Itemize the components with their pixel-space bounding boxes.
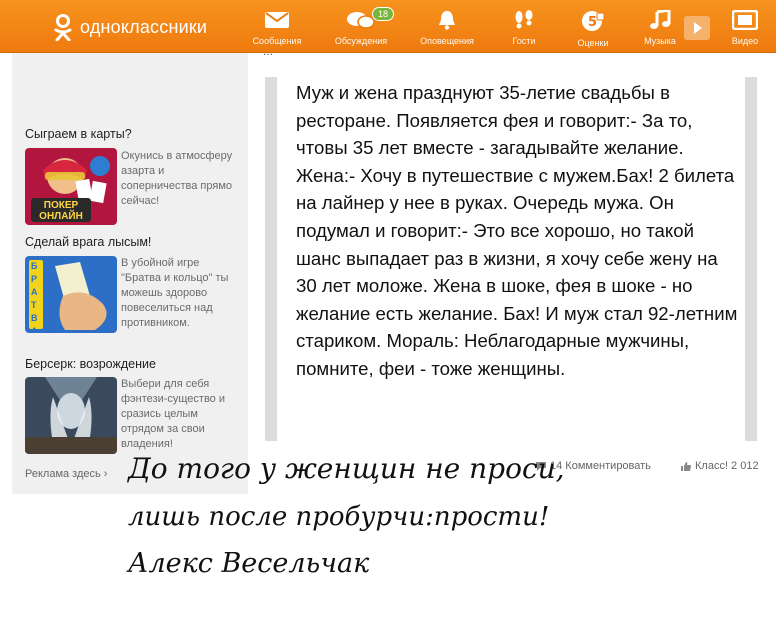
sidebar-ads xyxy=(12,53,248,494)
top-navigation-bar xyxy=(0,0,776,53)
class-like-button[interactable] xyxy=(680,460,759,472)
caption-line-1: До того у женщин не проси, xyxy=(128,452,565,485)
envelope-icon xyxy=(264,10,290,30)
nav-music[interactable] xyxy=(640,10,680,46)
footprints-icon xyxy=(512,10,536,30)
ads-footer-link[interactable]: Реклама здесь › xyxy=(25,468,108,480)
ad-text-enemy: В убойной игре "Братва и кольцо" ты можешь здорово повеселиться над противником. xyxy=(121,257,229,329)
ad-image-bratva[interactable] xyxy=(25,256,117,333)
nav-messages-label: Сообщения xyxy=(252,36,302,46)
nav-guests[interactable] xyxy=(504,10,544,46)
video-icon xyxy=(732,10,758,30)
ad-text-berserk: Выбери для себя фэнтези-существо и сразись целым отрядом за свои владения! xyxy=(121,378,226,450)
thumbs-up-icon xyxy=(680,461,692,472)
ad-bratva-caption: БРАТВА xyxy=(31,261,38,333)
site-logo[interactable] xyxy=(52,13,207,41)
music-note-icon xyxy=(649,10,671,30)
nav-music-label: Музыка xyxy=(644,36,676,46)
nav-video-label: Видео xyxy=(731,36,759,46)
nav-ratings-label: Оценки xyxy=(577,38,609,48)
site-name: одноклассники xyxy=(80,16,208,37)
music-play-button[interactable] xyxy=(684,16,710,40)
ok-logo-icon xyxy=(52,13,74,41)
ad-title-berserk[interactable]: Берсерк: возрождение xyxy=(25,357,156,371)
nav-guests-label: Гости xyxy=(512,36,536,46)
post-text: Муж и жена празднуют 35-летие свадьбы в ресторане. Появляется фея и говорит:- За то, чтовы 35 лет вместе - загадывайте желание. Жена:- Хочу в путешествие с мужем.Бах! 2 билета на лайнер у нее в руках. Очередь мужа. Он подумал и говорит:- Это все хорошо, но такой шанс выпадает раз в жизни, я хочу себе жену на 30 лет моложе. Жена в шоке, фея в шоке - но желание есть желание. Бах! И муж стал 92-летним стариком. Мораль: Неблагодарные мужчины, помните, феи - тоже женщины. xyxy=(296,82,738,379)
ad-title-enemy[interactable]: Сделай врага лысым! xyxy=(25,235,152,249)
caption-signature: Алекс Весельчак xyxy=(128,548,370,579)
svg-text:5: 5 xyxy=(588,15,598,30)
nav-messages[interactable] xyxy=(249,10,305,46)
class-label: Класс! 2 012 xyxy=(695,460,759,472)
discussions-count-badge: 18 xyxy=(372,7,394,21)
post-more-dots[interactable]: ... xyxy=(263,44,274,58)
caption-line-2: лишь после пробурчи:прости! xyxy=(128,502,550,532)
comment-label: 14 Комментировать xyxy=(550,460,651,472)
rating-icon xyxy=(580,10,606,32)
ad-title-cards[interactable]: Сыграем в карты? xyxy=(25,127,132,141)
ad-image-poker[interactable] xyxy=(25,148,117,225)
nav-discussions[interactable] xyxy=(330,10,392,46)
bell-icon xyxy=(436,10,458,30)
nav-notifications[interactable] xyxy=(415,10,479,46)
post-card xyxy=(265,77,757,441)
ad-poker-caption: ПОКЕР ОНЛАЙН xyxy=(39,200,83,222)
play-icon xyxy=(684,16,710,40)
ad-image-berserk[interactable] xyxy=(25,377,117,454)
nav-video[interactable] xyxy=(728,10,762,46)
post-body xyxy=(277,77,745,441)
nav-ratings[interactable] xyxy=(570,10,616,48)
ad-text-cards: Окунись в атмосферу азарта и соперничества прямо сейчас! xyxy=(121,150,233,207)
nav-discussions-label: Обсуждения xyxy=(334,36,388,46)
nav-notifications-label: Оповещения xyxy=(420,36,474,46)
